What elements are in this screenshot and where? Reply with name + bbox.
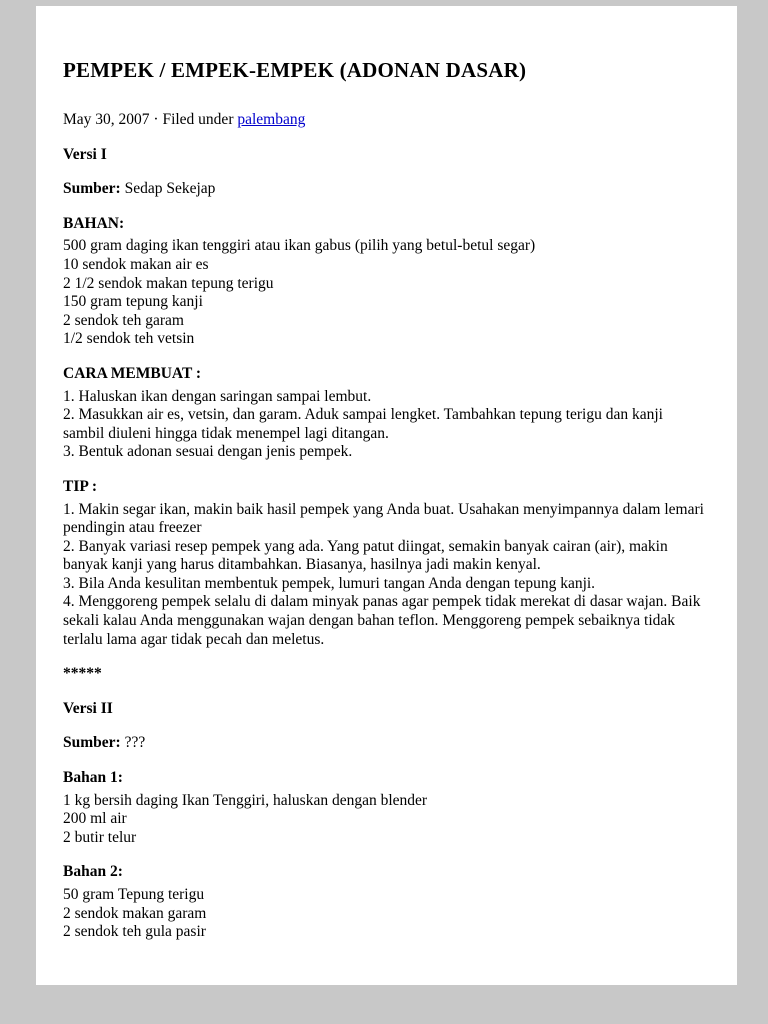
text-line: 1. Haluskan ikan dengan saringan sampai lembut.	[63, 387, 372, 405]
text-line: 150 gram tepung kanji	[63, 293, 203, 311]
text-line: 4. Menggoreng pempek selalu di dalam minyak panas agar pempek tidak merekat di dasar wajan. Baik sekali kalau Anda menggunakan wajan dengan bahan teflon. Menggoreng pempek sebaiknya tidak terlalu lama agar tidak pecah dan meletus.	[63, 593, 701, 648]
section-heading: Bahan 2:	[63, 863, 123, 881]
meta-date-text: May 30, 2007 · Filed under	[63, 111, 238, 128]
text-line: 1. Makin segar ikan, makin baik hasil pempek yang Anda buat. Usahakan menyimpannya dalam lemari pendingin atau freezer	[63, 500, 704, 537]
text-line: 2. Masukkan air es, vetsin, dan garam. Aduk sampai lengket. Tambahkan tepung terigu dan kanji sambil diuleni hingga tidak menempel lagi ditangan.	[63, 406, 663, 442]
page-title: PEMPEK / EMPEK-EMPEK (ADONAN DASAR)	[63, 58, 527, 82]
content-section	[63, 365, 707, 462]
section-heading: TIP :	[63, 477, 98, 495]
section-heading: Versi I	[63, 145, 107, 163]
text-line: 200 ml air	[63, 810, 127, 828]
text-line: 2 butir telur	[63, 828, 137, 846]
text-line: 10 sendok makan air es	[63, 255, 209, 273]
line-label: Sumber:	[63, 734, 121, 752]
text-line: 2 sendok teh garam	[63, 311, 184, 329]
labeled-line	[63, 734, 707, 753]
divider-stars: *****	[63, 665, 102, 683]
text-line: 2. Banyak variasi resep pempek yang ada. Yang patut diingat, semakin banyak cairan (air), makin banyak kanji yang harus ditambahkan. Biasanya, hasilnya jadi makin kenyal.	[63, 537, 668, 574]
text-line: 3. Bila Anda kesulitan membentuk pempek, lumuri tangan Anda dengan tepung kanji.	[63, 574, 596, 592]
content-section	[63, 863, 707, 941]
text-line: 3. Bentuk adonan sesuai dengan jenis pempek.	[63, 443, 353, 461]
content-section	[63, 478, 707, 649]
section-heading: CARA MEMBUAT :	[63, 364, 202, 382]
text-line: 2 sendok teh gula pasir	[63, 923, 206, 941]
text-line: 2 sendok makan garam	[63, 904, 207, 922]
section-heading: Versi II	[63, 699, 113, 717]
line-text: Sedap Sekejap	[120, 180, 216, 198]
text-line: 1 kg bersih daging Ikan Tenggiri, haluskan dengan blender	[63, 791, 428, 809]
text-line: 50 gram Tepung terigu	[63, 886, 205, 903]
text-line: 500 gram daging ikan tenggiri atau ikan gabus (pilih yang betul-betul segar)	[63, 237, 536, 255]
document-blocks	[63, 146, 707, 942]
text-line: 2 1/2 sendok makan tepung terigu	[63, 274, 274, 292]
line-label: Sumber:	[63, 180, 121, 198]
section-heading: BAHAN:	[63, 214, 125, 232]
line-text: ???	[120, 734, 146, 752]
meta-line	[63, 111, 707, 130]
text-line: 1/2 sendok teh vetsin	[63, 330, 195, 348]
content-section	[63, 769, 707, 847]
document-page	[36, 6, 737, 985]
category-link[interactable]: palembang	[237, 111, 306, 128]
content-section	[63, 215, 707, 349]
section-heading: Bahan 1:	[63, 769, 123, 787]
labeled-line	[63, 180, 707, 199]
